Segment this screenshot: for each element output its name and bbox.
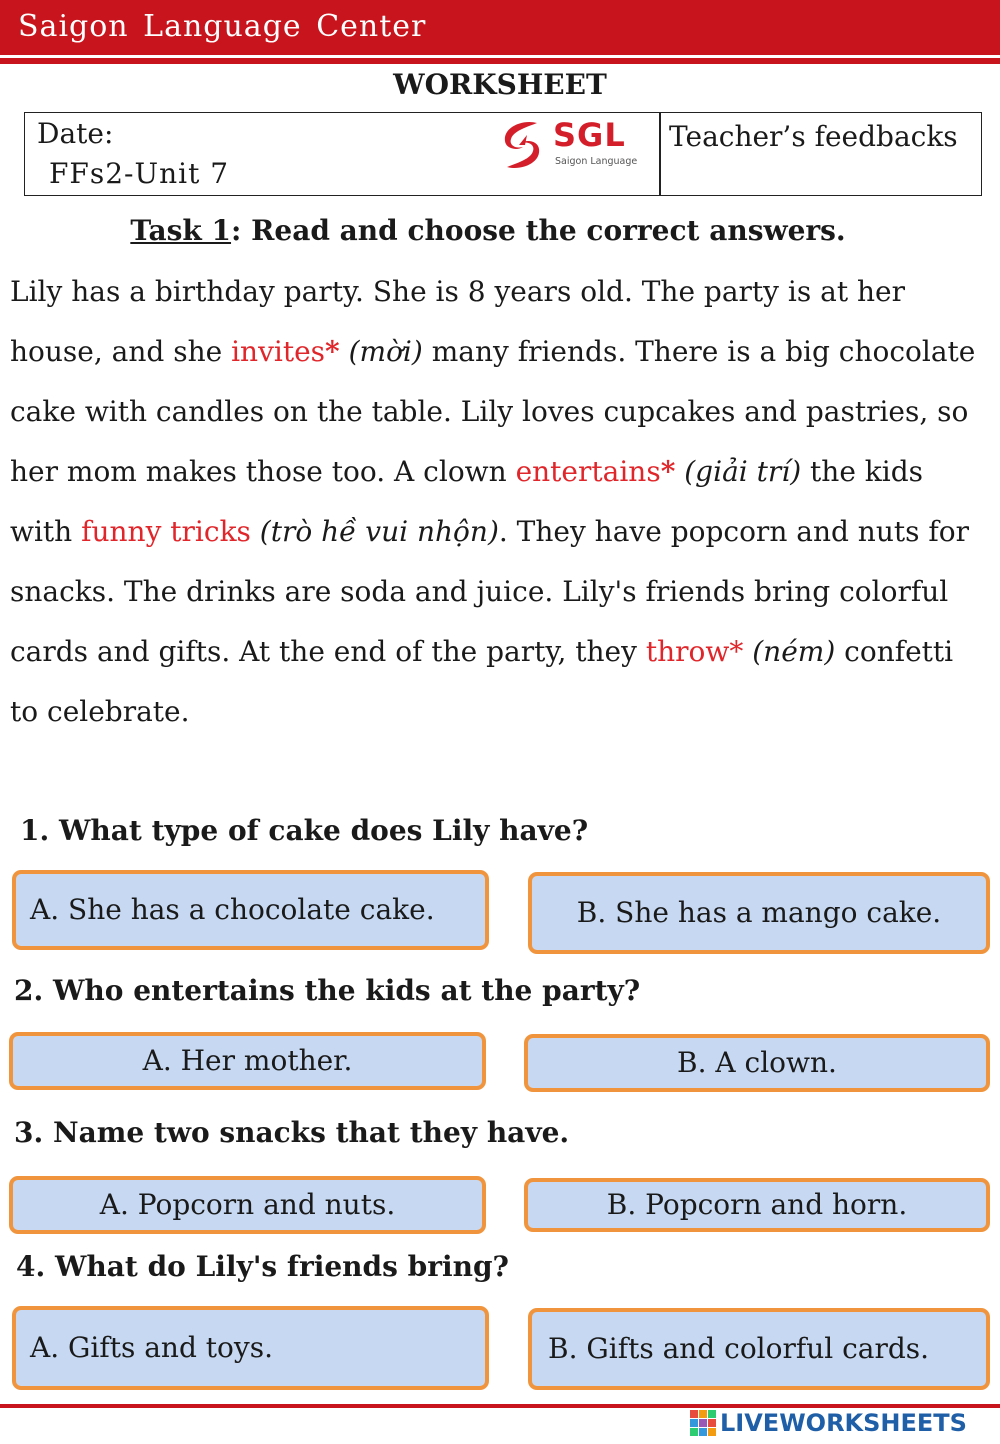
vocab-word: throw* bbox=[645, 635, 744, 668]
task-heading bbox=[0, 216, 976, 247]
question-1: 1. What type of cake does Lily have? bbox=[20, 814, 589, 847]
task-label: Task 1 bbox=[130, 214, 232, 247]
info-box bbox=[24, 112, 982, 196]
vocab-word: invites bbox=[231, 335, 326, 368]
passage-text: . They have popcorn and nuts for snacks. The drinks are soda and juice. Lily's friends bring colorful cards and gifts. At the end of the party, they bbox=[10, 515, 969, 668]
option-label: B. A clown. bbox=[677, 1046, 837, 1079]
reading-passage bbox=[10, 262, 980, 742]
liveworksheets-logo bbox=[690, 1408, 967, 1438]
vocab-translation: (trò hề vui nhộn) bbox=[250, 515, 499, 548]
task-instruction: : Read and choose the correct answers. bbox=[231, 214, 846, 247]
logo-subtitle: Saigon Language bbox=[555, 156, 638, 167]
passage-text: the kids with bbox=[10, 455, 924, 548]
question-2: 2. Who entertains the kids at the party? bbox=[14, 974, 641, 1007]
vocab-word: funny tricks bbox=[81, 515, 251, 548]
q4-option-b[interactable] bbox=[528, 1308, 990, 1390]
vocab-star: * bbox=[660, 455, 676, 488]
passage-text: confetti to celebrate. bbox=[10, 635, 954, 728]
header-rule bbox=[0, 58, 1000, 64]
q2-option-a[interactable] bbox=[9, 1032, 486, 1090]
unit-label: FFs2-Unit 7 bbox=[49, 157, 230, 190]
logo-name: SGL bbox=[553, 116, 626, 154]
question-3: 3. Name two snacks that they have. bbox=[14, 1116, 570, 1149]
vocab-word: entertains bbox=[515, 455, 661, 488]
vocab-translation: (ném) bbox=[743, 635, 836, 668]
q2-option-b[interactable] bbox=[524, 1034, 990, 1092]
passage-text: Lily has a birthday party. She is 8 years old. The party is at her house, and she bbox=[10, 275, 905, 368]
vocab-star: * bbox=[325, 335, 340, 368]
date-label: Date: bbox=[37, 117, 114, 150]
option-label: B. She has a mango cake. bbox=[576, 896, 942, 929]
option-label: A. Gifts and toys. bbox=[30, 1331, 273, 1364]
header-bar bbox=[0, 0, 1000, 55]
question-4: 4. What do Lily's friends bring? bbox=[16, 1250, 509, 1283]
teacher-feedback-label: Teacher’s feedbacks bbox=[669, 120, 958, 153]
worksheet-title: WORKSHEET bbox=[393, 68, 607, 101]
sgl-swirl-icon bbox=[493, 117, 551, 173]
option-label: B. Gifts and colorful cards. bbox=[548, 1332, 930, 1365]
vocab-translation: (giải trí) bbox=[675, 455, 802, 488]
liveworksheets-text: LIVEWORKSHEETS bbox=[720, 1409, 967, 1437]
q1-option-b[interactable] bbox=[528, 872, 990, 954]
option-label: A. Her mother. bbox=[142, 1044, 353, 1077]
option-label: A. Popcorn and nuts. bbox=[99, 1188, 396, 1221]
liveworksheets-icon bbox=[690, 1410, 716, 1436]
q1-option-a[interactable] bbox=[12, 870, 489, 950]
passage-text: many friends. There is a big chocolate cake with candles on the table. Lily loves cupcakes and pastries, so her mom makes those too. A clown bbox=[10, 335, 976, 488]
box-divider bbox=[659, 113, 661, 195]
center-name: Saigon Language Center bbox=[18, 9, 427, 44]
q4-option-a[interactable] bbox=[12, 1306, 489, 1390]
option-label: B. Popcorn and horn. bbox=[606, 1188, 908, 1221]
vocab-translation: (mời) bbox=[339, 335, 423, 368]
q3-option-a[interactable] bbox=[9, 1176, 486, 1234]
option-label: A. She has a chocolate cake. bbox=[30, 893, 435, 926]
q3-option-b[interactable] bbox=[524, 1178, 990, 1232]
sgl-logo bbox=[493, 117, 653, 177]
